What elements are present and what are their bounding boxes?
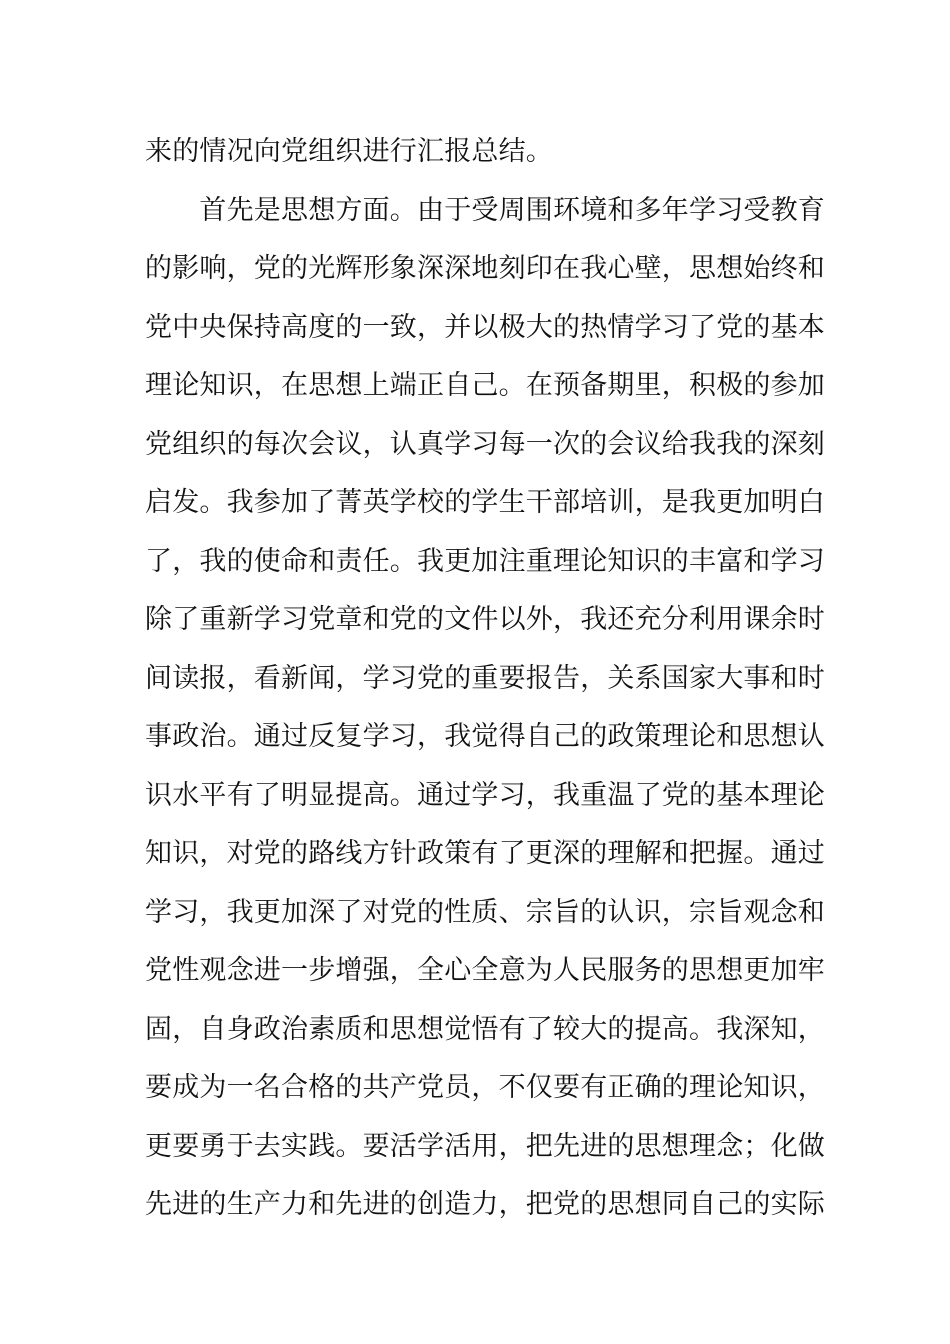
text-line: 学习，我更加深了对党的性质、宗旨的认识，宗旨观念和 xyxy=(145,896,825,928)
text-line: 要成为一名合格的共产党员，不仅要有正确的理论知识， xyxy=(145,1072,825,1103)
text-line: 识水平有了明显提高。通过学习，我重温了党的基本理论 xyxy=(145,779,825,811)
text-line: 党性观念进一步增强，全心全意为人民服务的思想更加牢 xyxy=(145,955,825,986)
text-line: 党组织的每次会议，认真学习每一次的会议给我我的深刻 xyxy=(145,428,825,460)
text-line: 知识，对党的路线方针政策有了更深的理解和把握。通过 xyxy=(145,838,825,869)
text-line: 事政治。通过反复学习，我觉得自己的政策理论和思想认 xyxy=(145,721,825,752)
text-line: 了，我的使命和责任。我更加注重理论知识的丰富和学习 xyxy=(145,545,825,577)
body-text xyxy=(145,130,825,1242)
text-line: 除了重新学习党章和党的文件以外，我还充分利用课余时 xyxy=(145,604,825,635)
text-line: 间读报，看新闻，学习党的重要报告，关系国家大事和时 xyxy=(145,662,825,694)
text-line: 更要勇于去实践。要活学活用，把先进的思想理念；化做 xyxy=(145,1130,825,1162)
text-line: 先进的生产力和先进的创造力，把党的思想同自己的实际 xyxy=(145,1189,825,1220)
text-line: 启发。我参加了菁英学校的学生干部培训，是我更加明白 xyxy=(145,487,825,518)
text-line: 的影响，党的光辉形象深深地刻印在我心壁，思想始终和 xyxy=(145,253,825,284)
text-line: 固，自身政治素质和思想觉悟有了较大的提高。我深知， xyxy=(145,1013,825,1045)
text-line: 来的情况向党组织进行汇报总结。 xyxy=(145,136,553,167)
text-line: 首先是思想方面。由于受周围环境和多年学习受教育 xyxy=(145,194,825,226)
text-line: 理论知识，在思想上端正自己。在预备期里，积极的参加 xyxy=(145,370,825,401)
text-line: 党中央保持高度的一致，并以极大的热情学习了党的基本 xyxy=(145,311,825,343)
